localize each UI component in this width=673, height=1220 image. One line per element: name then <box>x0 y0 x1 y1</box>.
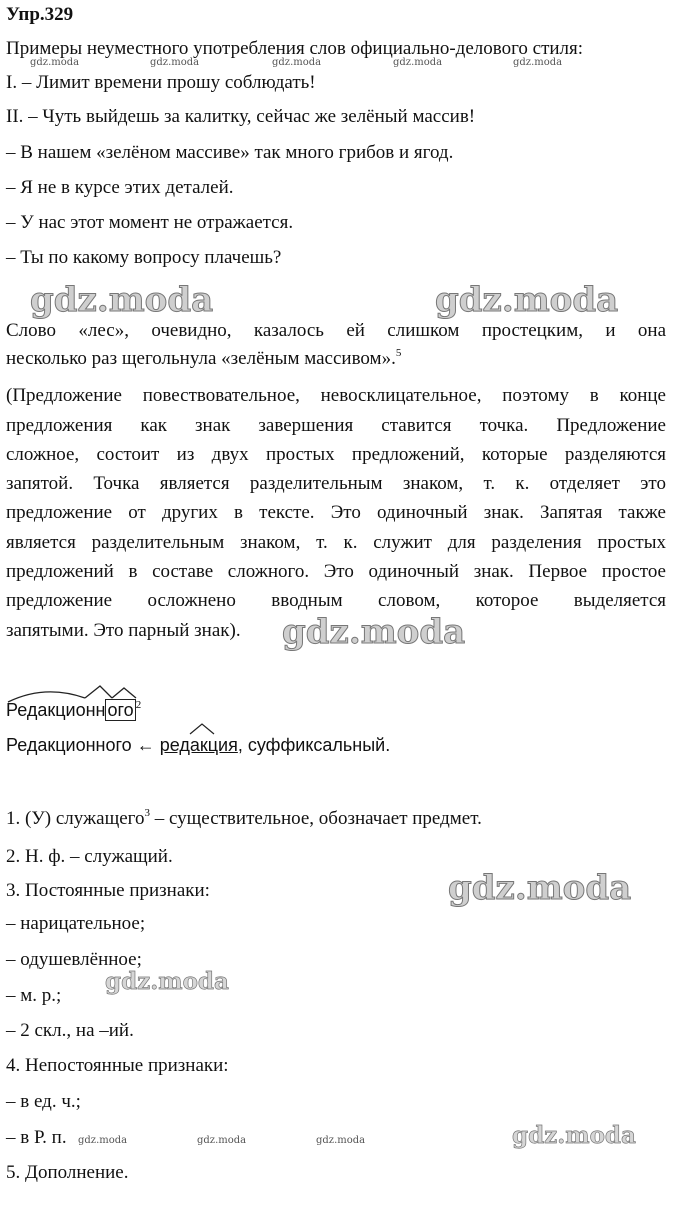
analysis-subitem: – 2 скл., на –ий. <box>6 1020 134 1041</box>
watermark: gdz.moda <box>30 57 80 68</box>
watermark: gdz.moda <box>316 1135 366 1146</box>
explanation-line: предложение осложнено вводным словом, которое выделяется <box>6 590 666 611</box>
analysis-item: 3. Постоянные признаки: <box>6 880 210 901</box>
example-line: – В нашем «зелёном массиве» так много грибов и ягод. <box>6 142 454 163</box>
word-ending: ого <box>107 700 134 720</box>
analysis-subitem: – м. р.; <box>6 985 62 1006</box>
watermark: gdz.moda <box>272 57 322 68</box>
footnote-mark: 5 <box>395 347 402 359</box>
analysis-subitem: – в ед. ч.; <box>6 1091 81 1112</box>
analysis-subitem: – одушевлённое; <box>6 949 142 970</box>
suffix-mark-1 <box>85 686 112 698</box>
watermark: gdz.moda <box>78 1135 128 1146</box>
watermark: gdz.moda <box>105 968 229 995</box>
explanation-line: (Предложение повествовательное, невосклицательное, поэтому в конце <box>6 385 666 406</box>
example-line: – Ты по какому вопросу плачешь? <box>6 247 282 268</box>
watermark: gdz.moda <box>512 1122 636 1149</box>
example-line: II. – Чуть выйдешь за калитку, сейчас же зелёный массив! <box>6 106 476 127</box>
intro-text: Примеры неуместного употребления слов официально-делового стиля: <box>6 38 584 59</box>
derivation-line: Редакционного ← редакция, суффиксальный. <box>6 735 391 755</box>
analysis-subitem: – в Р. п. <box>6 1127 67 1148</box>
watermark: gdz.moda <box>282 612 466 652</box>
watermark: gdz.moda <box>435 280 619 320</box>
watermark: gdz.moda <box>448 868 632 908</box>
watermark: gdz.moda <box>513 57 563 68</box>
footnote-mark: 2 <box>135 699 142 711</box>
analysis-item: 1. (У) служащего$^3$ – существительное, обозначает предмет. <box>6 807 482 829</box>
paragraph-line: несколько раз щегольнула «зелёным массивом».$^5$ <box>6 347 402 369</box>
explanation-line: предложений в составе сложного. Это одиночный знак. Первое простое <box>6 561 666 582</box>
explanation-line: является разделительным знаком, т. к. служит для разделения простых <box>6 532 666 553</box>
analysis-subitem: – нарицательное; <box>6 913 146 934</box>
explanation-line: предложение от других в тексте. Это одиночный знак. Запятая также <box>6 502 666 523</box>
explanation-line: сложное, состоит из двух простых предложений, которые разделяются <box>6 444 666 465</box>
paragraph-line: Слово «лес», очевидно, казалось ей слишком простецким, и она <box>6 320 666 341</box>
example-line: – У нас этот момент не отражается. <box>6 212 294 233</box>
example-line: – Я не в курсе этих деталей. <box>6 177 234 198</box>
watermark: gdz.moda <box>30 280 214 320</box>
exercise-title: Упр.329 <box>6 4 74 25</box>
explanation-line: предложения как знак завершения ставится точка. Предложение <box>6 415 666 436</box>
example-line: I. – Лимит времени прошу соблюдать! <box>6 72 316 93</box>
analysis-item: 2. Н. ф. – служащий. <box>6 846 173 867</box>
watermark: gdz.moda <box>150 57 200 68</box>
base-word: редакция <box>159 735 238 755</box>
analysis-item: 4. Непостоянные признаки: <box>6 1055 229 1076</box>
footnote-mark: 3 <box>144 807 150 819</box>
watermark: gdz.moda <box>197 1135 247 1146</box>
suffix-mark-2 <box>112 688 136 698</box>
explanation-line: запятыми. Это парный знак). <box>6 620 241 641</box>
watermark: gdz.moda <box>393 57 443 68</box>
morpheme-word: Редакционн ого $^2$ <box>6 699 142 720</box>
explanation-line: запятой. Точка является разделительным знаком, т. к. отделяет это <box>6 473 666 494</box>
derivation-suffix-mark <box>190 724 214 734</box>
analysis-item: 5. Дополнение. <box>6 1162 129 1183</box>
